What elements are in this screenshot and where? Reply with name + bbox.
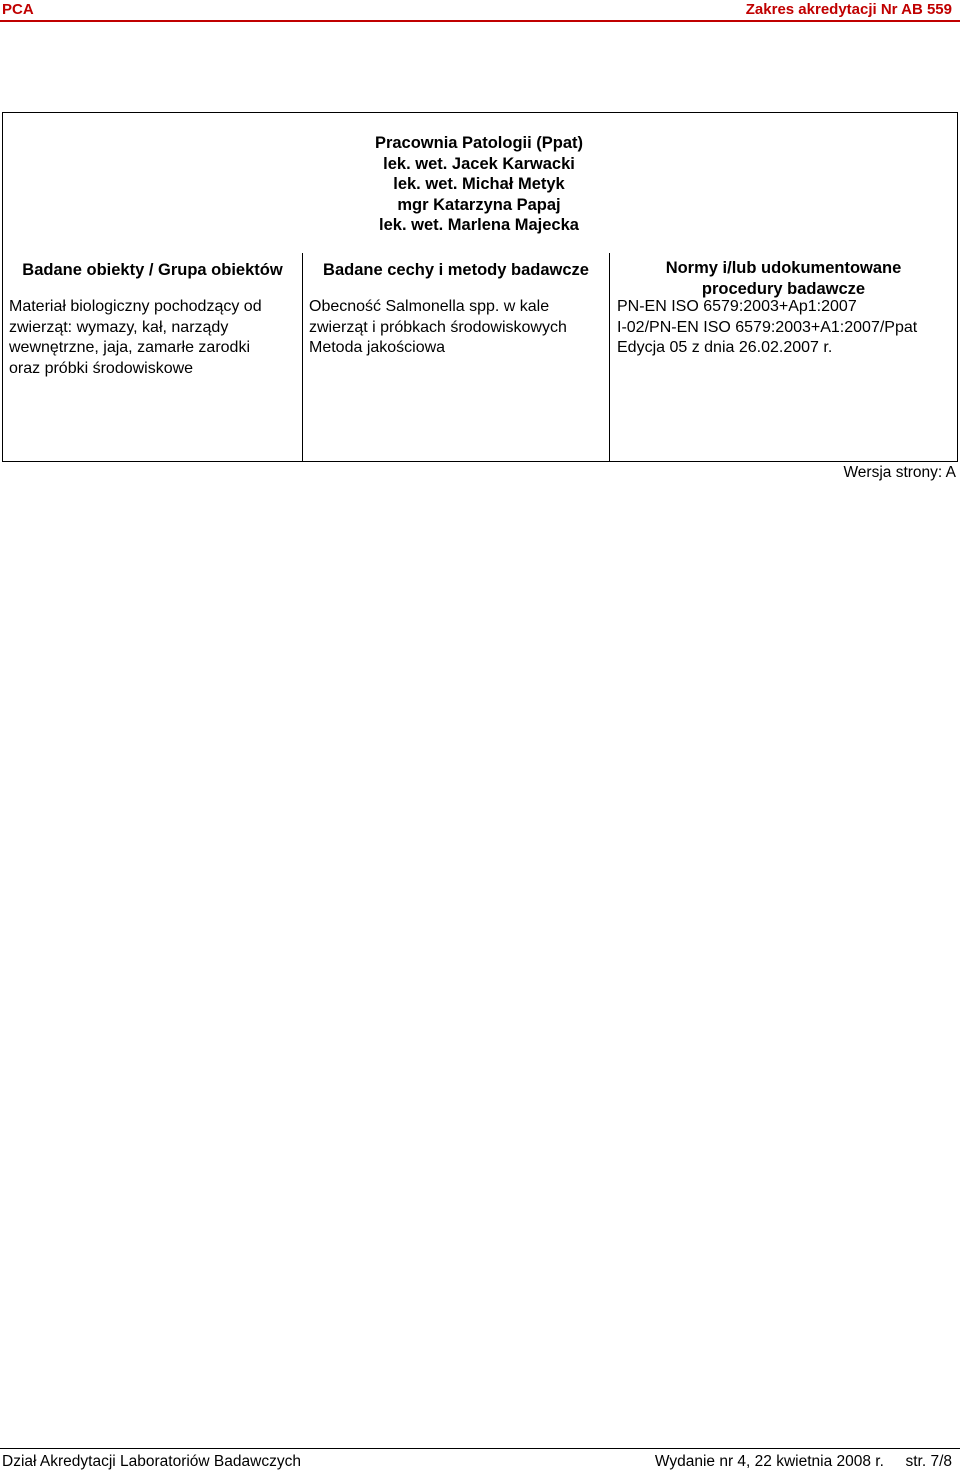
tested-objects-cell: Materiał biologiczny pochodzący od zwierząt: wymazy, kał, narządy wewnętrzne, jaja, zamarłe zarodki oraz próbki środowiskowe (9, 298, 262, 377)
column-divider (302, 253, 303, 461)
column-header-methods: Badane cechy i metody badawcze (323, 261, 589, 279)
column-header-standards: Normy i/lub udokumentowane procedury badawcze (665, 259, 902, 298)
header-divider (0, 20, 960, 22)
laboratory-info (3, 133, 955, 236)
organization-abbrev: PCA (2, 1, 34, 18)
accreditation-scope-title: Zakres akredytacji Nr AB 559 (745, 1, 952, 18)
footer-edition-page (655, 1453, 952, 1471)
footer-divider (0, 1448, 960, 1449)
footer-page-number: str. 7/8 (905, 1453, 952, 1470)
lab-staff: lek. wet. Jacek Karwacki (383, 154, 575, 173)
lab-staff: mgr Katarzyna Papaj (397, 195, 561, 214)
page-header (0, 0, 960, 20)
footer-edition: Wydanie nr 4, 22 kwietnia 2008 r. (654, 1453, 884, 1470)
footer-department: Dział Akredytacji Laboratoriów Badawczych (2, 1453, 301, 1470)
standards-cell: PN-EN ISO 6579:2003+Ap1:2007 I-02/PN-EN ISO 6579:2003+A1:2007/Ppat Edycja 05 z dnia 26.02.2007 r. (617, 298, 918, 356)
lab-staff: lek. wet. Michał Metyk (393, 175, 565, 193)
accreditation-table (2, 112, 958, 462)
page-version: Wersja strony: A (843, 464, 956, 481)
test-methods-cell: Obecność Salmonella spp. w kale zwierząt i próbkach środowiskowych Metoda jakościowa (309, 298, 567, 356)
lab-staff: lek. wet. Marlena Majecka (379, 216, 579, 234)
column-header-objects: Badane obiekty / Grupa obiektów (22, 261, 283, 279)
lab-name: Pracownia Patologii (Ppat) (374, 134, 584, 152)
